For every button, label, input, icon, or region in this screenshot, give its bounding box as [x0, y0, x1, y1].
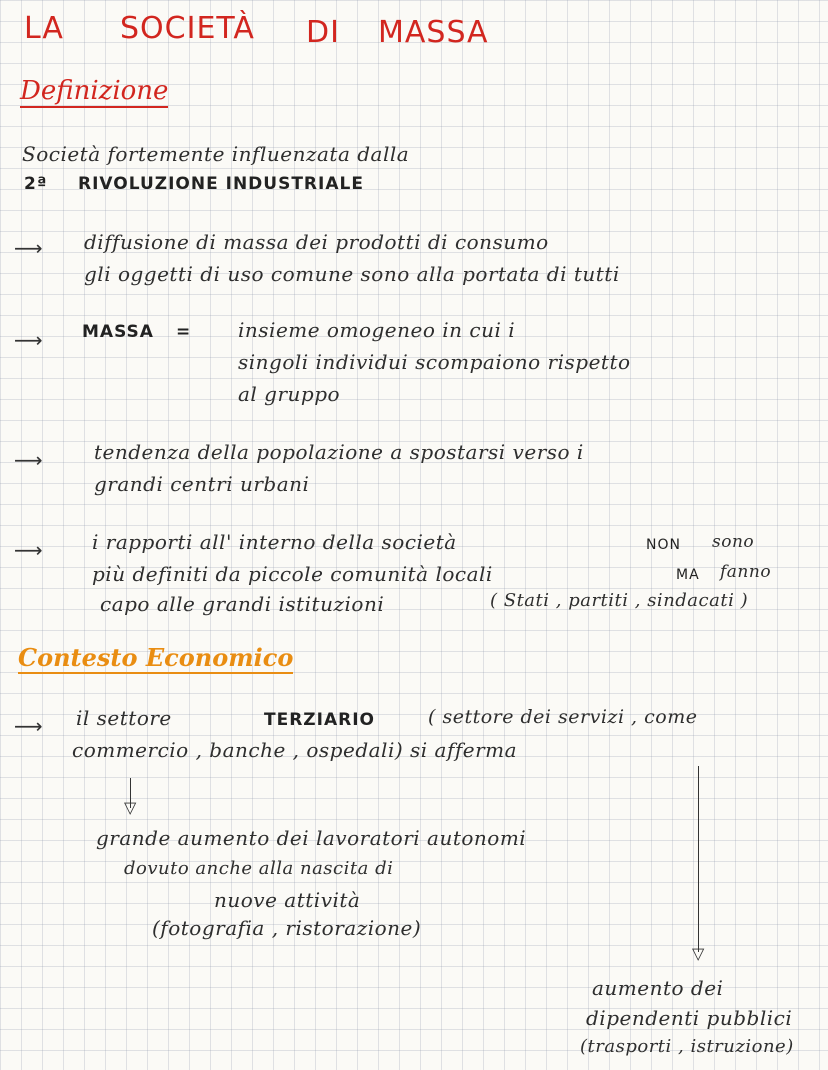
sono-label: sono — [712, 532, 755, 552]
intro-line-1: Società fortemente influenzata dalla — [22, 142, 410, 166]
contesto-line-2: commercio , banche , ospedali) si afferma — [72, 738, 518, 762]
left-branch-line-2: dovuto anche alla nascita di — [124, 858, 394, 879]
point-4-line-2: più definiti da piccole comunità locali — [92, 562, 493, 586]
heading-contesto-economico: Contesto Economico — [18, 643, 294, 672]
right-arrow-icon: ⟶ — [14, 448, 43, 472]
title-la: LA — [24, 11, 64, 46]
down-arrow-head-icon: ▽ — [124, 798, 137, 817]
point-1-line-2: gli oggetti di uso comune sono alla portata di tutti — [84, 262, 620, 286]
point-2-line-3: al gruppo — [238, 382, 341, 406]
right-arrow-icon: ⟶ — [14, 328, 43, 352]
equals-sign: = — [176, 322, 192, 342]
point-4-line-1: i rapporti all' interno della società — [92, 530, 457, 554]
istituzioni-examples: ( Stati , partiti , sindacati ) — [490, 590, 749, 611]
point-2-line-2: singoli individui scompaiono rispetto — [238, 350, 631, 374]
ma-label: MA — [676, 567, 700, 583]
title-di: DI — [306, 15, 340, 50]
intro-line-2: RIVOLUZIONE INDUSTRIALE — [78, 174, 364, 194]
title-societa: SOCIETÀ — [120, 11, 255, 46]
right-arrow-icon: ⟶ — [14, 236, 43, 260]
point-4-line-3: capo alle grandi istituzioni — [100, 592, 385, 616]
point-2-line-1: insieme omogeneo in cui i — [238, 318, 516, 342]
left-branch-line-3: nuove attività — [214, 888, 361, 912]
heading-definizione: Definizione — [20, 76, 169, 106]
left-branch-line-1: grande aumento dei lavoratori autonomi — [96, 826, 527, 850]
down-arrow-icon — [698, 766, 699, 952]
point-3-line-1: tendenza della popolazione a spostarsi verso i — [94, 440, 584, 464]
down-arrow-head-icon: ▽ — [692, 944, 705, 963]
non-label: NON — [646, 537, 681, 553]
right-arrow-icon: ⟶ — [14, 538, 43, 562]
right-branch-line-2: dipendenti pubblici — [586, 1006, 793, 1030]
right-branch-line-3: (trasporti , istruzione) — [580, 1036, 794, 1057]
settore-label: il settore — [76, 706, 172, 730]
point-3-line-2: grandi centri urbani — [94, 472, 310, 496]
terziario-term: TERZIARIO — [264, 710, 375, 730]
settore-servizi-note: ( settore dei servizi , come — [428, 706, 698, 728]
right-branch-line-1: aumento dei — [592, 976, 724, 1000]
left-branch-line-4: (fotografia , ristorazione) — [152, 916, 422, 940]
fanno-label: fanno — [720, 562, 772, 582]
massa-term: MASSA — [82, 322, 154, 342]
title-massa: MASSA — [378, 15, 489, 50]
right-arrow-icon: ⟶ — [14, 714, 43, 738]
ordinal-label: 2ª — [24, 174, 48, 194]
point-1-line-1: diffusione di massa dei prodotti di consumo — [84, 230, 549, 254]
